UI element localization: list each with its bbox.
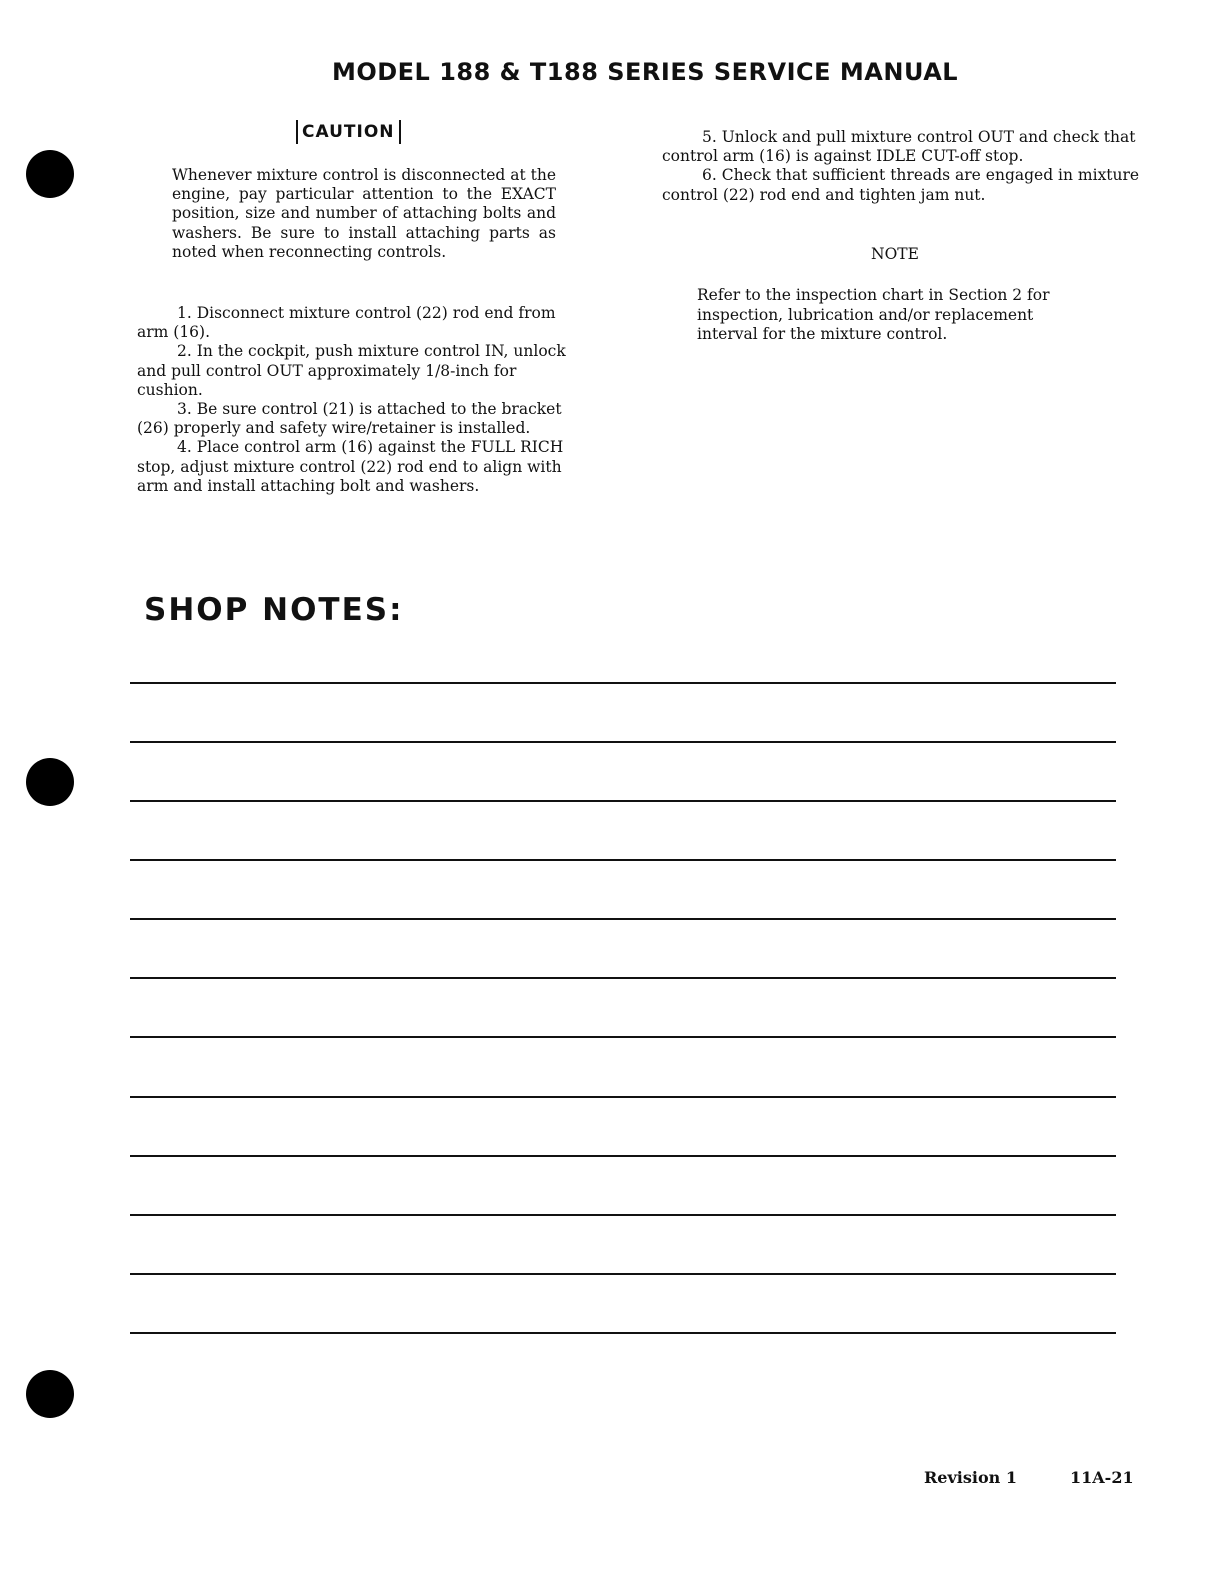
step-3: 3. Be sure control (21) is attached to the bracket (26) properly and safety wire/retainer is installed. [137, 400, 562, 438]
steps-right-column [662, 128, 1140, 205]
step-1: 1. Disconnect mixture control (22) rod end from arm (16). [137, 304, 556, 342]
shop-notes-heading: SHOP NOTES: [144, 592, 404, 628]
caution-text: Whenever mixture control is disconnected at the engine, pay particular attention to the EXACT position, size and number of attaching bolts and washers. Be sure to install attaching parts as noted when reconnecting controls. [172, 166, 557, 261]
note-text: Refer to the inspection chart in Section 2 for inspection, lubrication and/or replacement interval for the mixture control. [697, 286, 1050, 344]
page-title: MODEL 188 & T188 SERIES SERVICE MANUAL [331, 58, 959, 86]
note-line [130, 977, 1116, 979]
note-line [130, 1273, 1116, 1275]
binder-hole-top [26, 150, 74, 198]
note-line [130, 859, 1116, 861]
note-line [130, 1036, 1116, 1038]
note-line [130, 1332, 1116, 1334]
step-2: 2. In the cockpit, push mixture control IN, unlock and pull control OUT approximately 1/8-inch for cushion. [137, 342, 566, 399]
revision-label: Revision 1 [924, 1468, 1017, 1487]
page-number: 11A-21 [1070, 1468, 1134, 1487]
note-line [130, 918, 1116, 920]
note-line [130, 741, 1116, 743]
note-line [130, 800, 1116, 802]
note-line [130, 1096, 1116, 1098]
binder-hole-bottom [26, 1370, 74, 1418]
step-4: 4. Place control arm (16) against the FULL RICH stop, adjust mixture control (22) rod end to align with arm and install attaching bolt and washers. [137, 438, 564, 495]
step-5: 5. Unlock and pull mixture control OUT and check that control arm (16) is against IDLE CUT-off stop. [662, 128, 1136, 166]
caution-label: CAUTION [296, 120, 401, 144]
note-line [130, 1155, 1116, 1157]
steps-left-column [137, 304, 585, 496]
note-line [130, 1214, 1116, 1216]
note-line [130, 682, 1116, 684]
step-6: 6. Check that sufficient threads are engaged in mixture control (22) rod end and tighten jam nut. [662, 166, 1140, 204]
binder-hole-middle [26, 758, 74, 806]
note-heading: NOTE [871, 245, 919, 263]
